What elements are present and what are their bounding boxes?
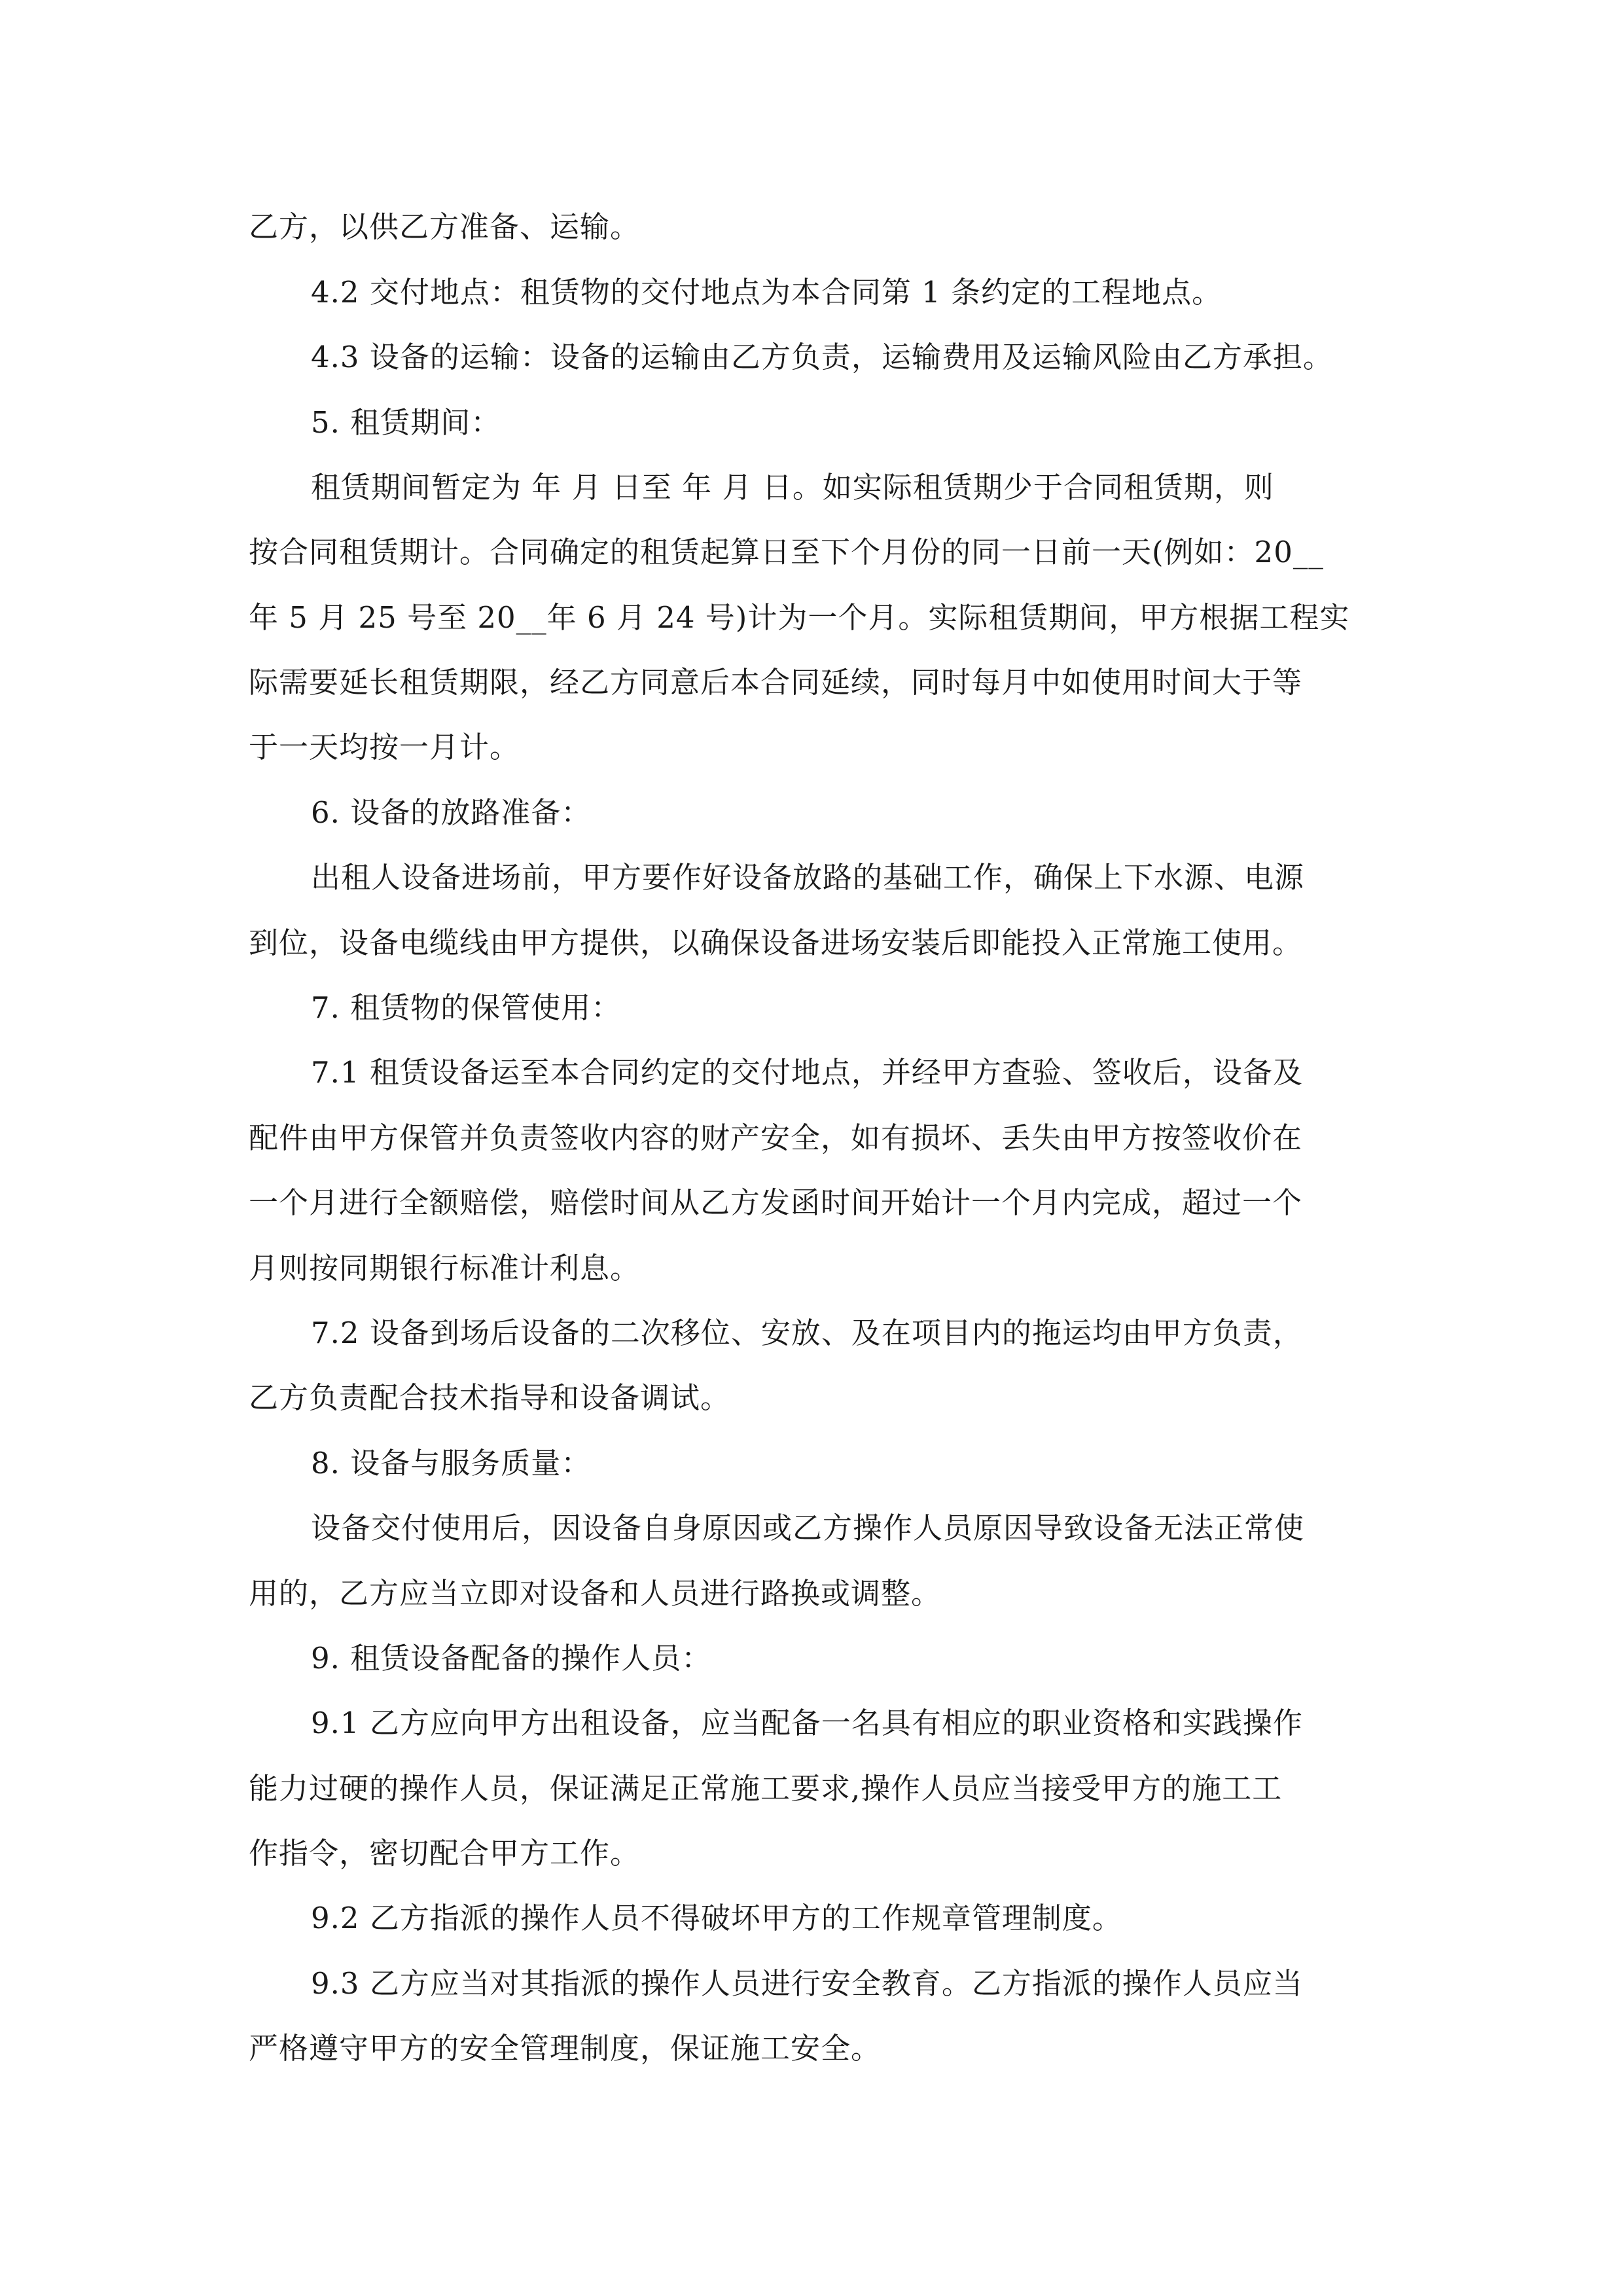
text-line: 出租人设备进场前，甲方要作好设备放路的基础工作，确保上下水源、电源 — [311, 860, 1305, 895]
text-line: 4.3 设备的运输：设备的运输由乙方负责，运输费用及运输风险由乙方承担。 — [311, 340, 1333, 374]
text-line: 乙方，以供乙方准备、运输。 — [249, 209, 641, 244]
text-line: 严格遵守甲方的安全管理制度，保证施工安全。 — [249, 2031, 882, 2066]
text-line: 9.1 乙方应向甲方出租设备，应当配备一名具有相应的职业资格和实践操作 — [311, 1706, 1303, 1740]
text-line: 设备交付使用后，因设备自身原因或乙方操作人员原因导致设备无法正常使 — [311, 1511, 1305, 1545]
text-line: 4.2 交付地点：租赁物的交付地点为本合同第 1 条约定的工程地点。 — [311, 275, 1222, 310]
text-line: 乙方负责配合技术指导和设备调试。 — [249, 1380, 731, 1415]
section-heading: 9. 租赁设备配备的操作人员： — [311, 1641, 712, 1676]
text-line: 用的，乙方应当立即对设备和人员进行路换或调整。 — [249, 1576, 942, 1611]
text-line: 月则按同期银行标准计利息。 — [249, 1251, 641, 1285]
text-line: 7.2 设备到场后设备的二次移位、安放、及在项目内的拖运均由甲方负责， — [311, 1316, 1303, 1350]
section-heading: 7. 租赁物的保管使用： — [311, 990, 622, 1025]
text-line: 9.2 乙方指派的操作人员不得破坏甲方的工作规章管理制度。 — [311, 1901, 1122, 1935]
text-line: 年 5 月 25 号至 20__年 6 月 24 号)计为一个月。实际租赁期间，甲方根据工程实 — [249, 600, 1350, 635]
section-heading: 8. 设备与服务质量： — [311, 1446, 592, 1480]
text-line: 到位，设备电缆线由甲方提供，以确保设备进场安装后即能投入正常施工使用。 — [249, 925, 1303, 960]
text-line: 7.1 租赁设备运至本合同约定的交付地点，并经甲方查验、签收后，设备及 — [311, 1055, 1303, 1090]
section-heading: 5. 租赁期间： — [311, 405, 501, 440]
text-line: 按合同租赁期计。合同确定的租赁起算日至下个月份的同一日前一天(例如：20__ — [249, 535, 1324, 569]
text-line: 能力过硬的操作人员，保证满足正常施工要求,操作人员应当接受甲方的施工工 — [249, 1771, 1283, 1806]
section-heading: 6. 设备的放路准备： — [311, 795, 592, 830]
text-line: 9.3 乙方应当对其指派的操作人员进行安全教育。乙方指派的操作人员应当 — [311, 1966, 1303, 2001]
text-line: 于一天均按一月计。 — [249, 730, 520, 764]
text-line: 配件由甲方保管并负责签收内容的财产安全，如有损坏、丢失由甲方按签收价在 — [249, 1121, 1303, 1155]
text-line: 一个月进行全额赔偿，赔偿时间从乙方发函时间开始计一个月内完成，超过一个 — [249, 1185, 1303, 1220]
text-line: 作指令，密切配合甲方工作。 — [249, 1836, 641, 1871]
text-line: 租赁期间暂定为 年 月 日至 年 月 日。如实际租赁期少于合同租赁期，则 — [311, 470, 1274, 505]
text-line: 际需要延长租赁期限，经乙方同意后本合同延续，同时每月中如使用时间大于等 — [249, 665, 1303, 700]
